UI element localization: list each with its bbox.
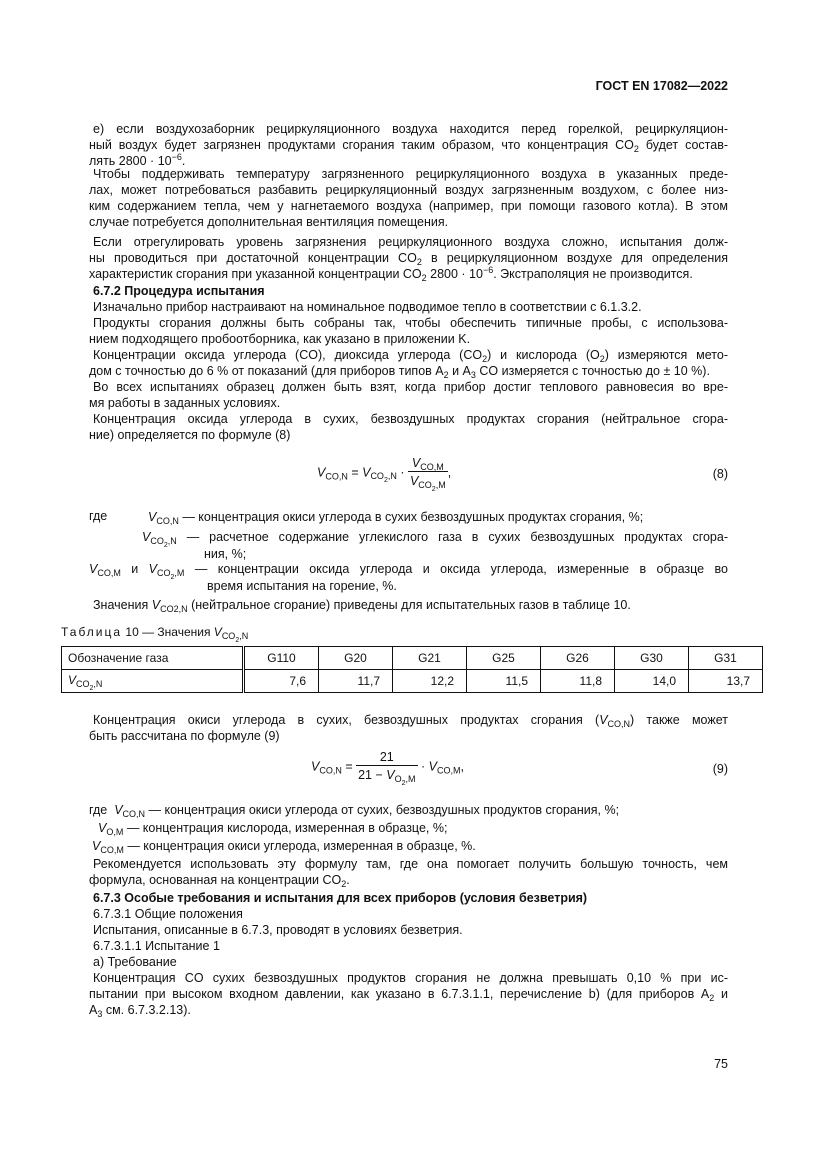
table-header-cell: G30 — [615, 647, 689, 670]
text-line: Испытания, описанные в 6.7.3, проводят в условиях безветрия. — [93, 923, 463, 937]
text-line: a) Требование — [93, 955, 177, 969]
text-line: 6.7.3.1.1 Испытание 1 — [93, 939, 220, 953]
paragraph-adjust — [89, 234, 728, 282]
text-line: случае потребуется дополнительная вентиляция помещения. — [89, 215, 449, 229]
section-heading: 6.7.2 Процедура испытания — [93, 284, 265, 298]
table-header-cell: G26 — [541, 647, 615, 670]
table-header-cell: G21 — [393, 647, 467, 670]
text-line: $A_3$ см. 6.7.3.2.13). — [89, 1003, 191, 1019]
page-number: 75 — [714, 1057, 728, 1071]
table-cell: 11,7 — [319, 670, 393, 693]
text-line: лять $2800 \cdot 10^{-6}$. — [89, 152, 186, 168]
text-line: Концентрация оксида углерода в сухих, безвоздушных продуктах сгорания (нейтральное сгора- — [93, 412, 728, 426]
text-line: лах, может потребоваться разбавить рециркуляционный воздух загрязненным воздухом, с более низ- — [89, 183, 728, 197]
table-row-label: $V_{CO_2,N}$ — [62, 670, 244, 693]
definition-eq9-3: $V_{CO,M}$ — концентрация окиси углерода, измеренная в образце, %. — [92, 839, 476, 855]
text-line: ние) определяется по формуле (8) — [89, 428, 291, 442]
section-6-7-3 — [89, 890, 728, 1018]
table-header-cell: Обозначение газа — [62, 647, 244, 670]
text-line: дом с точностью до 6 % от показаний (для приборов типов $A_2$ и $A_3$ CO измеряется с точностью до ± 10 %). — [89, 364, 710, 380]
table-cell: 7,6 — [244, 670, 319, 693]
table-row — [62, 670, 763, 693]
equation-number-9: (9) — [712, 762, 728, 776]
text-line: мя работы в заданных условиях. — [89, 396, 281, 410]
paragraph-e — [89, 121, 728, 169]
definition-eq9-2: $V_{O,M}$ — концентрация кислорода, измеренная в образце, %; — [98, 821, 448, 837]
text-line: ный воздух будет загрязнен продуктами сгорания таким образом, что концентрация $CO_2$ будет состав- — [89, 138, 728, 154]
fraction: $\frac{21}{21 - V_{O_2,M}}$ — [358, 750, 416, 787]
text-line: характеристик сгорания при указанной концентрации $CO_2$ $2800 \cdot 10^{-6}$. Экстраполяция не производится. — [89, 265, 693, 283]
table-caption: Таблица 10 — Значения $V_{CO_2,N}$ — [61, 625, 249, 644]
paragraph-concentration: Концентрация окиси углерода в сухих, безвоздушных продуктах сгорания $(V_{CO,N})$ также может быть рассчитана по формуле (9) — [89, 713, 728, 743]
table-header-row — [62, 647, 763, 670]
table-header-cell: G110 — [244, 647, 319, 670]
definition-vcom: $V_{CO,M}$ и $V_{CO_2,M}$ — концентрации оксида углерода и оксида углерода, измеренные в образце во время испытания на горение, %. — [89, 562, 728, 593]
text-line: Концентрация CO сухих безвоздушных продуктов сгорания не должна превышать 0,10 % при ис- — [93, 971, 728, 985]
paragraph-values: Значения $V_{CO2,N}$ (нейтральное сгорание) приведены для испытательных газов в таблице 10. — [93, 598, 631, 614]
table-cell: 14,0 — [615, 670, 689, 693]
equation-9: $V_{CO,N}$ = $\frac{21}{21 - V_{O_2,M}}$ · $V_{CO,M}$, — [311, 750, 464, 787]
fraction: $\frac{V_{CO,M}}{V_{CO_2,M}}$ — [409, 456, 446, 493]
definition-eq9-1: где $V_{CO,N}$ — концентрация окиси углерода от сухих, безвоздушных продуктов сгорания, %; — [89, 803, 620, 819]
section-heading: 6.7.3 Особые требования и испытания для всех приборов (условия безветрия) — [93, 891, 588, 905]
text-line: нием подходящего пробоотборника, как указано в приложении K. — [89, 332, 471, 346]
document-id: ГОСТ EN 17082—2022 — [595, 79, 728, 93]
table-cell: 12,2 — [393, 670, 467, 693]
text-line: ны проводиться при достаточной концентрации $CO_2$ в рециркуляционном воздухе для определения — [89, 251, 728, 267]
paragraph-temperature — [89, 166, 728, 230]
equation-8: $V_{CO,N} = V_{CO_2,N}$ · $\frac{V_{CO,M}}{V_{CO_2,M}}$ , — [317, 456, 452, 493]
section-6-7-2 — [89, 283, 728, 443]
equation-number-8: (8) — [712, 467, 728, 481]
text-line: Чтобы поддерживать температуру загрязненного рециркуляционного воздуха в указанных преде- — [93, 167, 728, 181]
where-label: где — [89, 509, 108, 523]
text-line: ким содержанием тепла, чем у нагнетаемого воздуха (например, при помощи газового котла). В этом — [89, 199, 728, 213]
text-line: Если отрегулировать уровень загрязнения рециркуляционного воздуха сложно, испытания долж- — [93, 235, 728, 249]
table-cell: 11,8 — [541, 670, 615, 693]
text-line: 6.7.3.1 Общие положения — [93, 907, 243, 921]
paragraph-recommend: Рекомендуется использовать эту формулу там, где она помогает получить большую точность, чем формула, основанная на концентрации $CO_2$. — [89, 857, 728, 889]
text-line: Во всех испытаниях образец должен быть взят, когда прибор достиг теплового равновесия во вре- — [93, 380, 728, 394]
definition-vco2n: $V_{CO_2,N}$ — расчетное содержание углекислого газа в сухих безвоздушных продуктах сгора- ния, %; — [142, 530, 728, 561]
table-header-cell: G25 — [467, 647, 541, 670]
table-header-cell: G20 — [319, 647, 393, 670]
table-cell: 11,5 — [467, 670, 541, 693]
text-line: Изначально прибор настраивают на номинальное подводимое тепло в соответствии с 6.1.3.2. — [93, 300, 642, 314]
table-cell: 13,7 — [689, 670, 763, 693]
table-header-cell: G31 — [689, 647, 763, 670]
text-line: Продукты сгорания должны быть собраны так, чтобы обеспечить типичные пробы, с использова- — [93, 316, 728, 330]
text-line: Концентрации оксида углерода (CO), диоксида углерода $(CO_2)$ и кислорода $(O_2)$ измеряются мето- — [93, 348, 728, 364]
table-10 — [61, 646, 763, 693]
text-line: е) если воздухозаборник рециркуляционного воздуха находится перед горелкой, рециркуляцион- — [93, 122, 728, 136]
definition-vcon: $V_{CO,N}$ — концентрация окиси углерода в сухих безвоздушных продуктах сгорания, %; — [148, 510, 644, 526]
text-line: пытании при высоком входном давлении, как указано в 6.7.3.1.1, перечисление b) (для приборов $A_2$ и — [89, 987, 728, 1003]
